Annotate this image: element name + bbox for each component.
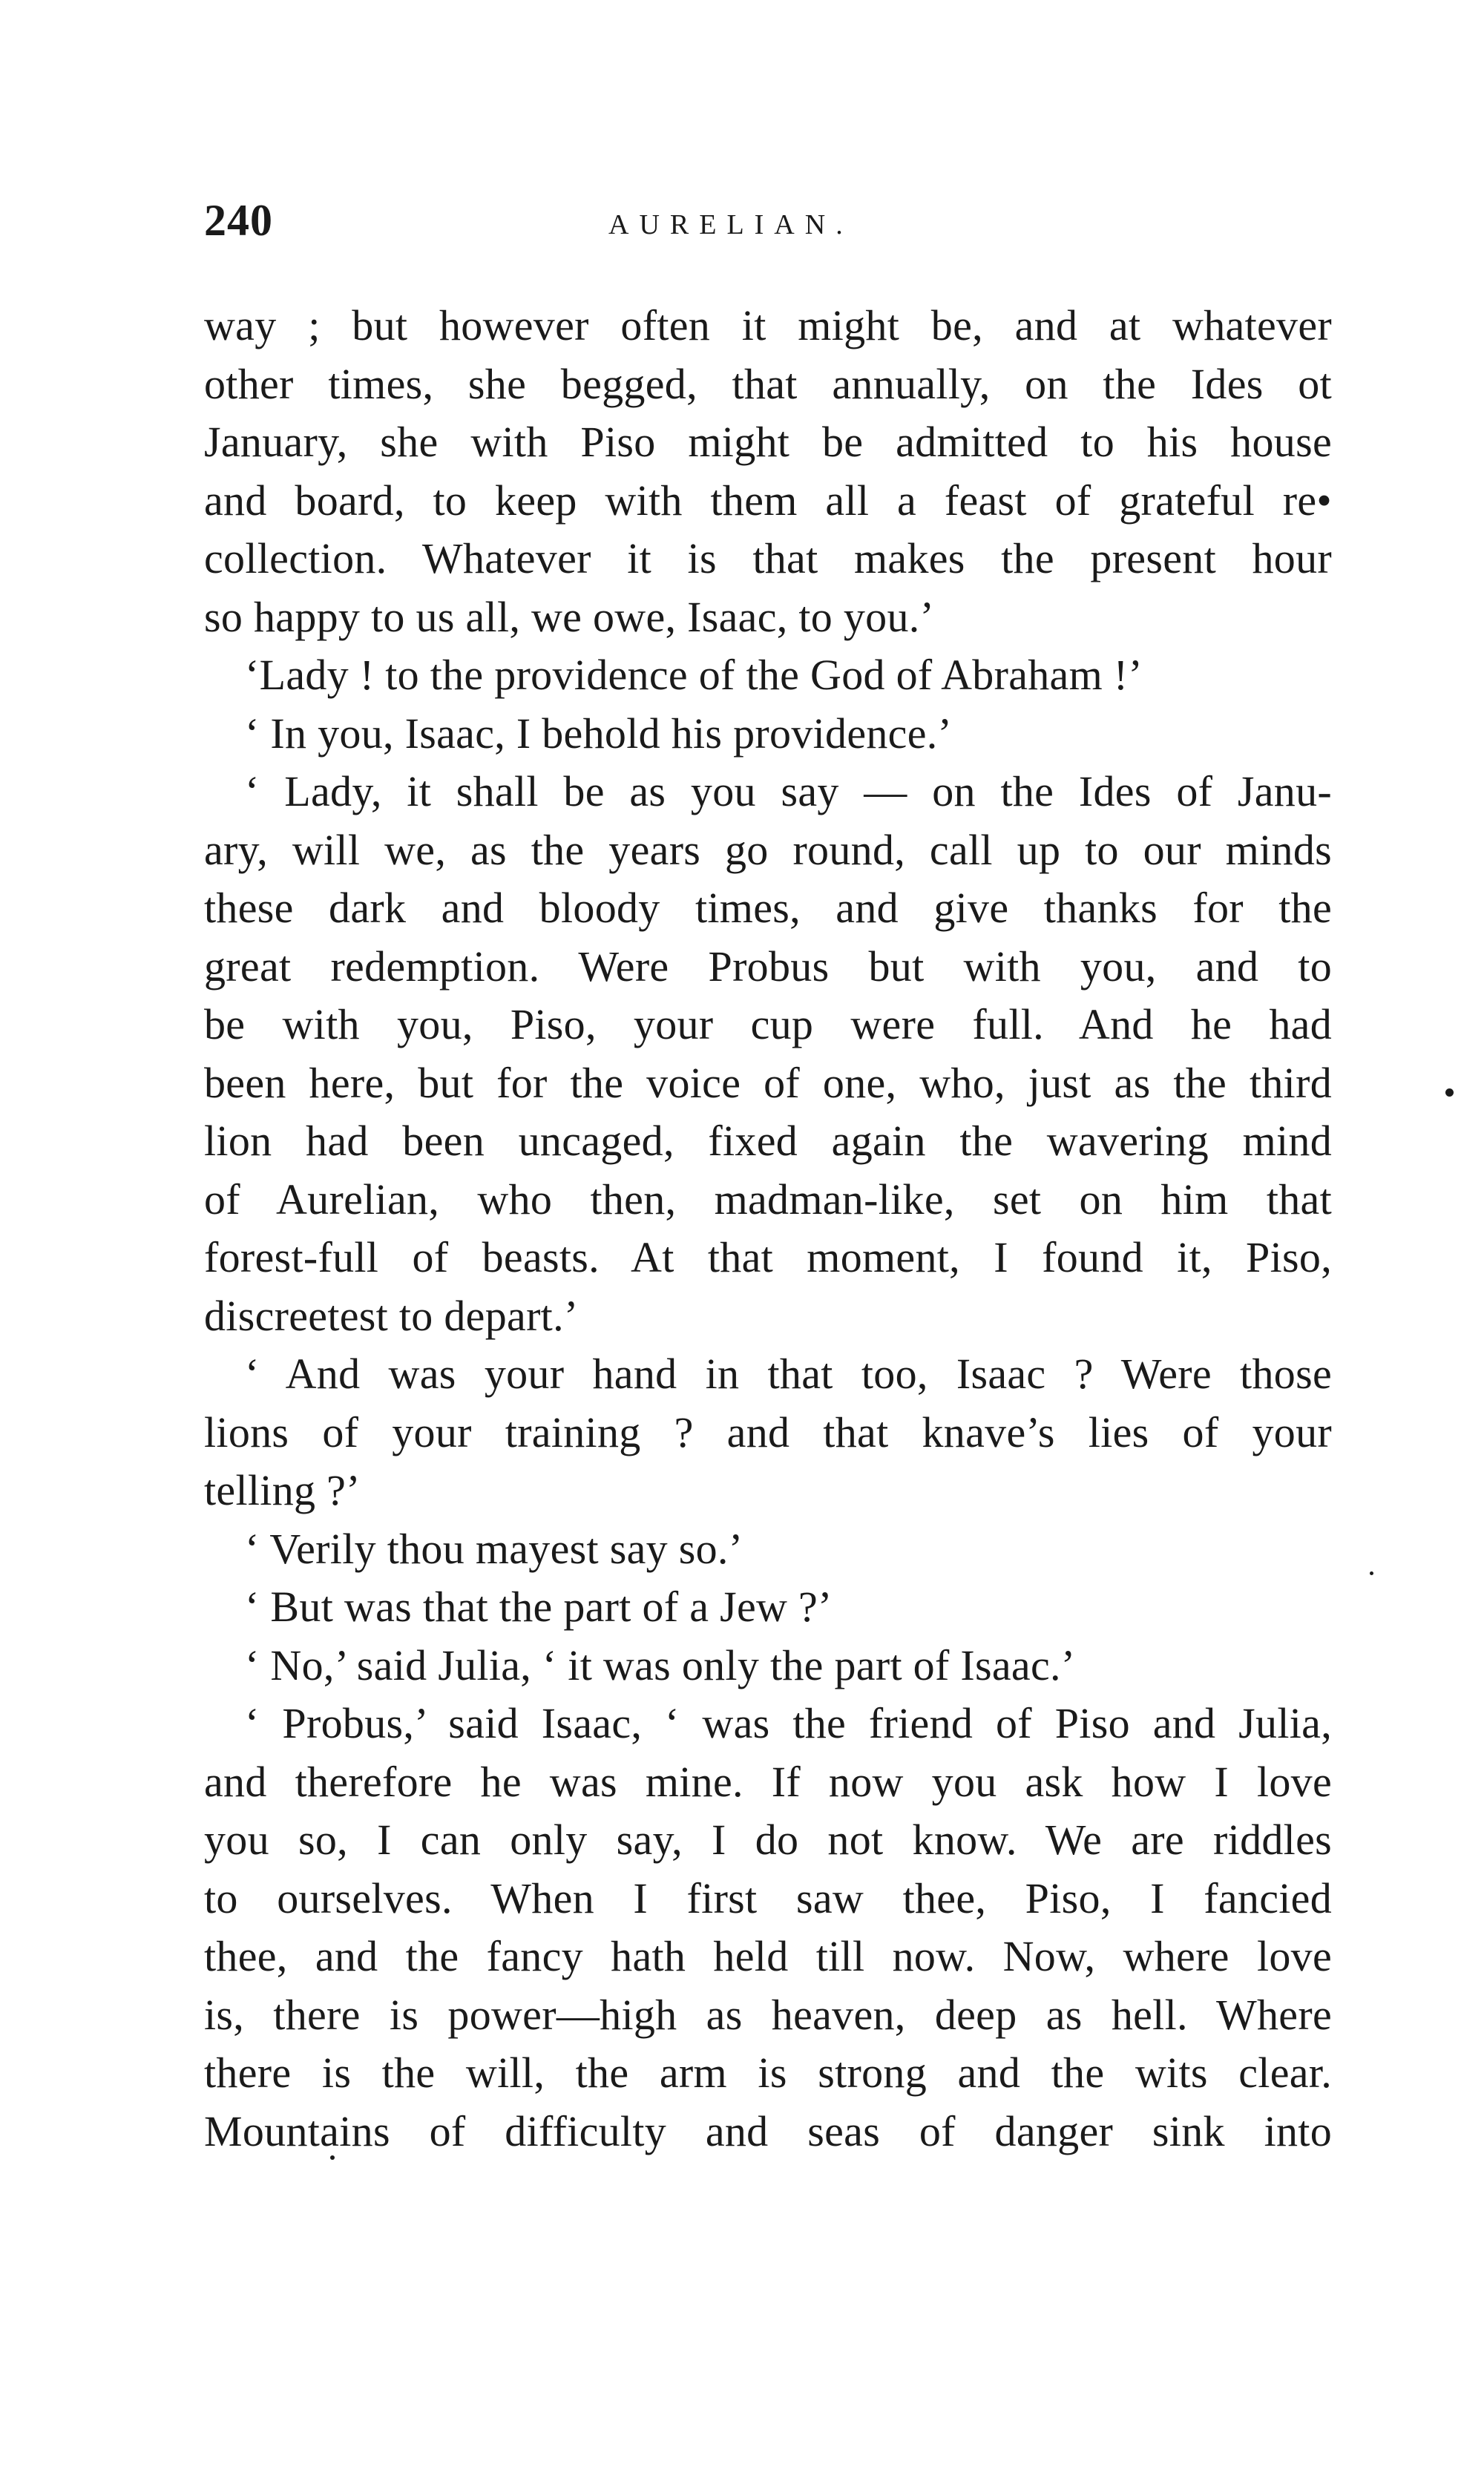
- ink-speck: [1370, 1571, 1373, 1575]
- text-line: and therefore he was mine. If now you ask how I love: [204, 1757, 1332, 1806]
- paragraph: [204, 1345, 1332, 1520]
- text-line: lions of your training ? and that knave’s lies of your: [204, 1407, 1332, 1456]
- paragraph: [204, 1520, 1332, 1579]
- text-line: to ourselves. When I first saw thee, Piso, I fancied: [204, 1873, 1332, 1922]
- text-line: ‘ Verily thou mayest say so.’: [245, 1524, 743, 1573]
- text-line: ‘ In you, Isaac, I behold his providence.’: [245, 709, 953, 758]
- page-header: [204, 194, 1332, 254]
- paragraph: [204, 763, 1332, 1345]
- text-line: way ; but however often it might be, and at whatever: [204, 301, 1332, 349]
- text-line: ‘ Probus,’ said Isaac, ‘ was the friend of Piso and Julia,: [245, 1699, 1332, 1747]
- text-line: Mountains of difficulty and seas of danger sink into: [204, 2106, 1332, 2155]
- text-line: lion had been uncaged, fixed again the wavering mind: [204, 1117, 1332, 1165]
- paragraph: [204, 1578, 1332, 1637]
- text-line: January, she with Piso might be admitted to his house: [204, 418, 1332, 466]
- ink-speck: [1445, 1088, 1454, 1097]
- text-line: ‘ But was that the part of a Jew ?’: [245, 1583, 833, 1631]
- text-line: be with you, Piso, your cup were full. And he had: [204, 1000, 1332, 1048]
- paragraph: [204, 297, 1332, 646]
- text-line: so happy to us all, we owe, Isaac, to you.’: [204, 592, 935, 641]
- text-line: these dark and bloody times, and give thanks for the: [204, 884, 1332, 932]
- text-line: other times, she begged, that annually, on the Ides ot: [204, 359, 1332, 408]
- running-title: AURELIAN.: [608, 209, 853, 240]
- body-text: [204, 297, 1332, 2161]
- paragraph: [204, 1695, 1332, 2161]
- text-line: ‘ Lady, it shall be as you say — on the Ides of Janu-: [245, 767, 1332, 815]
- text-line: ‘ And was your hand in that too, Isaac ? Were those: [245, 1350, 1332, 1398]
- text-line: and board, to keep with them all a feast of grateful re•: [204, 476, 1332, 525]
- ink-speck: [330, 2155, 335, 2160]
- text-line: been here, but for the voice of one, who, just as the third: [204, 1058, 1332, 1107]
- paragraph: [204, 1637, 1332, 1695]
- text-line: telling ?’: [204, 1466, 361, 1514]
- text-line: of Aurelian, who then, madman-like, set on him that: [204, 1175, 1332, 1223]
- text-line: ary, will we, as the years go round, call up to our minds: [204, 825, 1332, 874]
- paragraph: [204, 646, 1332, 705]
- text-line: ‘ No,’ said Julia, ‘ it was only the part of Isaac.’: [245, 1640, 1076, 1689]
- text-line: there is the will, the arm is strong and the wits clear.: [204, 2049, 1332, 2097]
- text-line: collection. Whatever it is that makes the present hour: [204, 534, 1332, 582]
- text-line: forest-full of beasts. At that moment, I found it, Piso,: [204, 1233, 1332, 1281]
- text-line: is, there is power—high as heaven, deep as hell. Where: [204, 1990, 1332, 2039]
- page-number: 240: [204, 196, 273, 245]
- text-line: great redemption. Were Probus but with you, and to: [204, 942, 1332, 991]
- text-line: thee, and the fancy hath held till now. Now, where love: [204, 1932, 1332, 1980]
- text-line: ‘Lady ! to the providence of the God of Abraham !’: [245, 651, 1143, 699]
- text-line: you so, I can only say, I do not know. We are riddles: [204, 1816, 1332, 1864]
- text-line: discreetest to depart.’: [204, 1291, 579, 1340]
- paragraph: [204, 705, 1332, 763]
